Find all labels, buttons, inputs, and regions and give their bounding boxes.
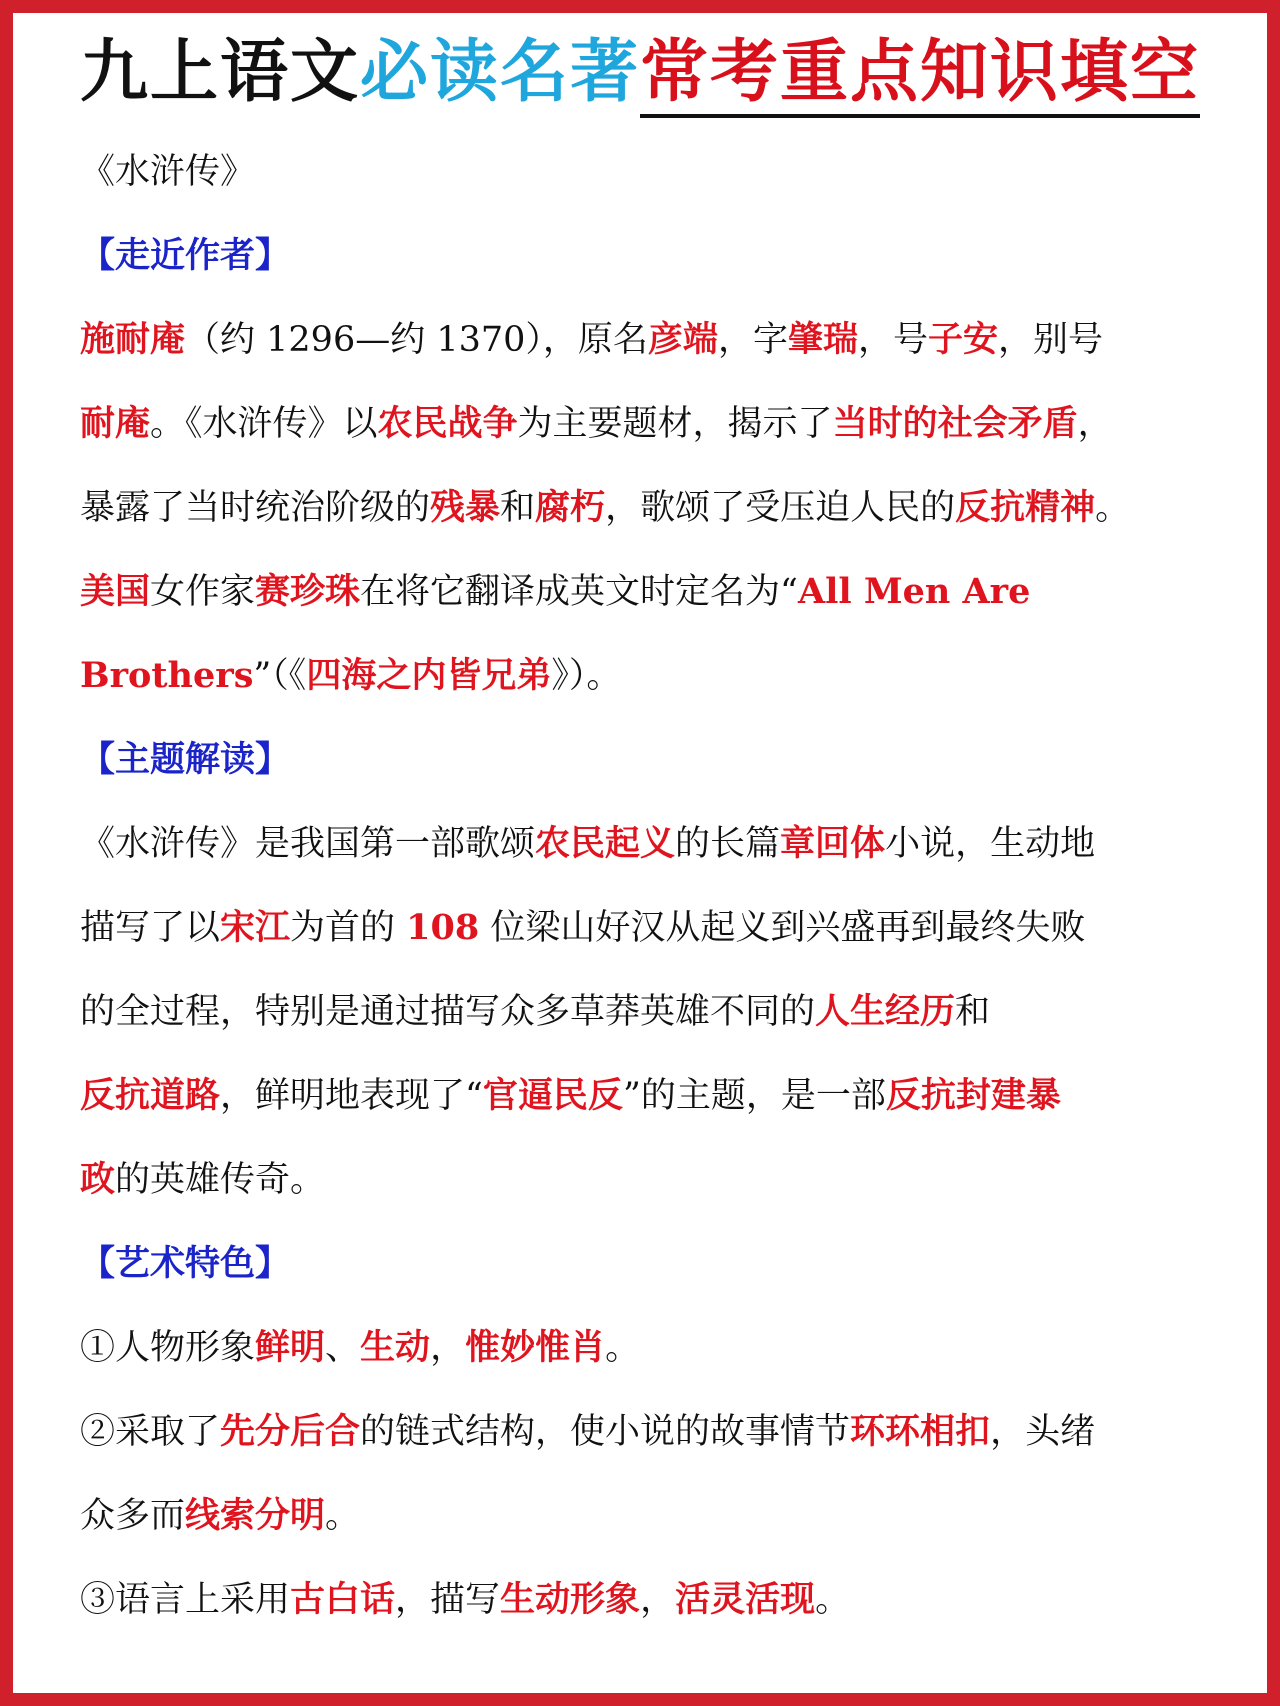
highlight-answer: 反抗精神 [955, 487, 1096, 528]
text-segment: ，别号 [998, 320, 1104, 360]
text-segment: ①人物形象 [80, 1328, 256, 1368]
text-line [80, 634, 1210, 718]
text-segment: 位梁山好汉从起义到兴盛再到最终失败 [479, 908, 1086, 948]
text-segment: ，歌颂了受压迫人民的 [605, 488, 956, 528]
page-title [0, 28, 1280, 118]
text-segment: 在将它翻译成英文时定名为“ [360, 572, 798, 612]
text-segment: 和 [955, 992, 991, 1032]
highlight-answer: 宋江 [220, 907, 291, 948]
book-title: 《水浒传》 [80, 152, 256, 192]
text-segment: 。 [1095, 488, 1131, 528]
text-line [80, 550, 1210, 634]
text-segment: ， [430, 1328, 466, 1368]
text-segment: 。《水浒传》以 [150, 404, 378, 444]
text-segment: ，头绪 [990, 1412, 1096, 1452]
highlight-answer: Brothers [80, 655, 254, 696]
highlight-answer: 反抗封建暴 [885, 1075, 1061, 1116]
section-heading-author: 【走近作者】 [80, 235, 291, 276]
highlight-answer: 赛珍珠 [255, 571, 361, 612]
text-line [80, 382, 1210, 466]
title-part-1: 九上语文 [79, 33, 360, 112]
section-heading-art: 【艺术特色】 [80, 1243, 291, 1284]
text-segment: ②采取了 [80, 1412, 221, 1452]
highlight-answer: 惟妙惟肖 [465, 1327, 606, 1368]
text-line [80, 1138, 1210, 1222]
highlight-answer: All Men Are [797, 571, 1031, 612]
highlight-answer: 政 [80, 1159, 116, 1200]
text-line [80, 970, 1210, 1054]
section-author-text [80, 298, 1210, 718]
text-line [80, 298, 1210, 382]
text-segment: 暴露了当时统治阶级的 [80, 488, 431, 528]
text-segment: 众多而 [80, 1496, 186, 1536]
highlight-answer: 先分后合 [220, 1411, 361, 1452]
text-line [80, 1558, 1210, 1642]
highlight-answer: 美国 [80, 571, 151, 612]
highlight-answer: 线索分明 [185, 1495, 326, 1536]
text-line [80, 466, 1210, 550]
highlight-answer: 农民战争 [377, 403, 518, 444]
highlight-answer: 残暴 [430, 487, 501, 528]
highlight-answer: 人生经历 [815, 991, 956, 1032]
highlight-answer: 当时的社会矛盾 [832, 403, 1078, 444]
text-segment: ， [640, 1580, 676, 1620]
text-line [80, 1390, 1210, 1474]
text-segment: 《水浒传》是我国第一部歌颂 [80, 824, 536, 864]
text-segment: ”（《 [253, 656, 307, 696]
highlight-answer: 生动 [360, 1327, 431, 1368]
highlight-answer: 彦端 [647, 319, 718, 360]
highlight-answer: 腐朽 [535, 487, 606, 528]
text-segment: 。 [325, 1496, 361, 1536]
text-segment: 描写了以 [80, 908, 221, 948]
highlight-answer: 108 [406, 907, 480, 948]
text-segment: ”的主题，是一部 [622, 1076, 886, 1116]
section-theme-text [80, 802, 1210, 1222]
section-art-text [80, 1306, 1210, 1642]
text-line [80, 1306, 1210, 1390]
highlight-answer: 活灵活现 [675, 1579, 816, 1620]
text-segment: 。 [605, 1328, 641, 1368]
highlight-answer: 章回体 [780, 823, 886, 864]
text-segment: 的链式结构，使小说的故事情节 [360, 1412, 851, 1452]
highlight-answer: 官逼民反 [482, 1075, 623, 1116]
text-line [80, 886, 1210, 970]
text-segment: ，字 [717, 320, 788, 360]
highlight-answer: 耐庵 [80, 403, 151, 444]
text-segment: 和 [500, 488, 536, 528]
highlight-answer: 子安 [927, 319, 998, 360]
text-segment: 、 [325, 1328, 361, 1368]
text-line [80, 802, 1210, 886]
text-segment: ， [1077, 404, 1113, 444]
title-part-2: 必读名著 [359, 33, 640, 112]
title-part-3: 常考重点知识填空 [640, 33, 1200, 118]
text-segment: 为首的 [290, 908, 407, 948]
section-heading-theme: 【主题解读】 [80, 739, 291, 780]
highlight-answer: 农民起义 [535, 823, 676, 864]
text-segment: ，鲜明地表现了“ [220, 1076, 483, 1116]
text-segment: ③语言上采用 [80, 1580, 291, 1620]
text-segment: 的长篇 [675, 824, 781, 864]
highlight-answer: 鲜明 [255, 1327, 326, 1368]
text-segment: 。 [815, 1580, 851, 1620]
text-segment: 》）。 [551, 656, 622, 696]
text-segment: 小说，生动地 [885, 824, 1096, 864]
text-line [80, 1054, 1210, 1138]
text-segment: 女作家 [150, 572, 256, 612]
content-body [80, 130, 1210, 1642]
text-segment: ，描写 [395, 1580, 501, 1620]
highlight-answer: 生动形象 [500, 1579, 641, 1620]
text-segment: 的英雄传奇。 [115, 1160, 326, 1200]
highlight-answer: 四海之内皆兄弟 [306, 655, 552, 696]
text-segment: ，号 [857, 320, 928, 360]
text-line [80, 1474, 1210, 1558]
text-segment: （约 1296—约 1370），原名 [185, 320, 648, 360]
text-segment: 为主要题材，揭示了 [517, 404, 833, 444]
highlight-answer: 肇瑞 [787, 319, 858, 360]
highlight-answer: 环环相扣 [850, 1411, 991, 1452]
highlight-answer: 古白话 [290, 1579, 396, 1620]
highlight-answer: 反抗道路 [80, 1075, 221, 1116]
highlight-answer: 施耐庵 [80, 319, 186, 360]
text-segment: 的全过程，特别是通过描写众多草莽英雄不同的 [80, 992, 816, 1032]
